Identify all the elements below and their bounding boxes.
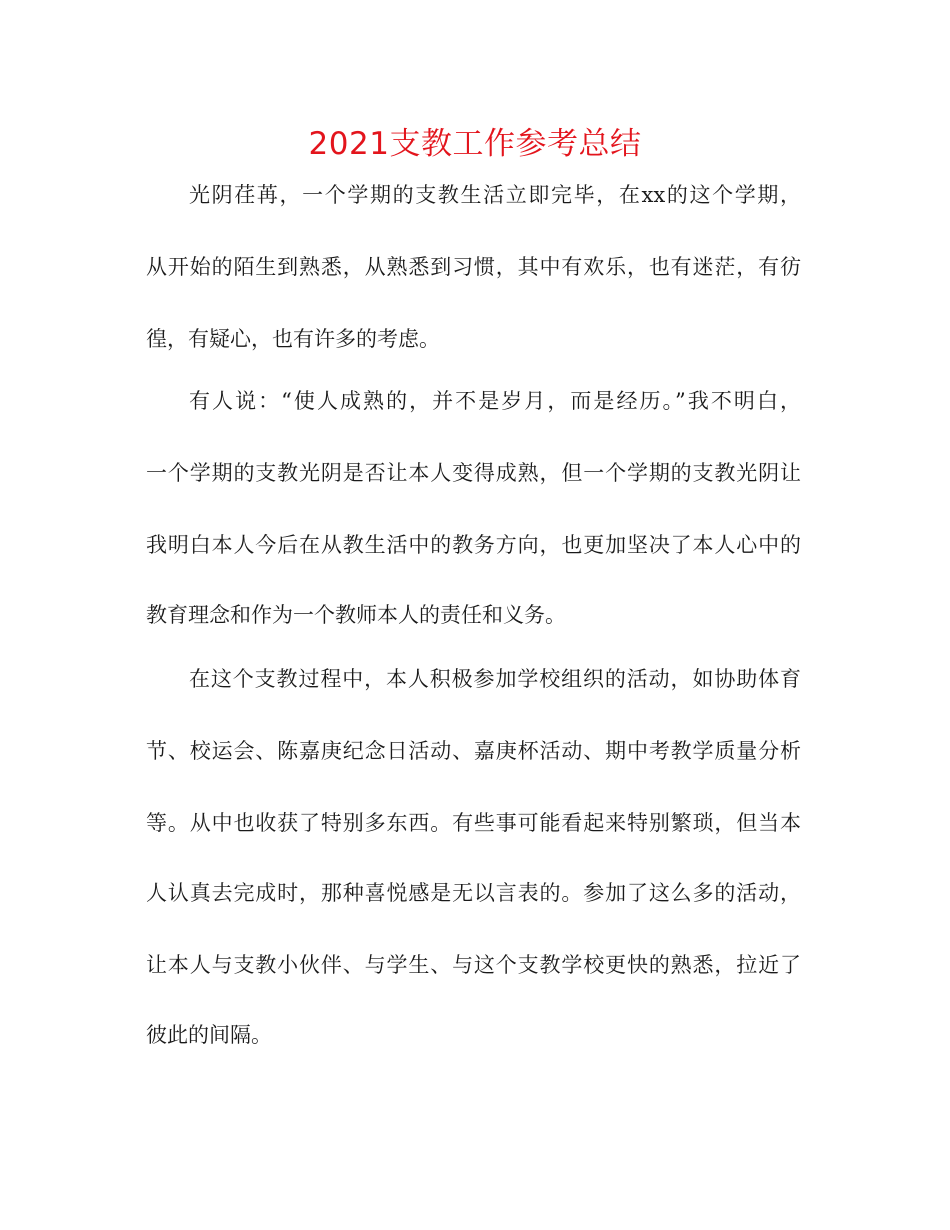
paragraph-2-line-1: 有人说：“使人成熟的，并不是岁月，而是经历。”我不明白， xyxy=(189,389,801,413)
paragraph-3-line-5: 让本人与支教小伙伴、与学生、与这个支教学校更快的熟悉，拉近了 xyxy=(146,953,801,977)
paragraph-3-line-3: 等。从中也收获了特别多东西。有些事可能看起来特别繁琐，但当本 xyxy=(146,811,801,835)
paragraph-1-line-1: 光阴荏苒，一个学期的支教生活立即完毕，在xx的这个学期， xyxy=(189,183,801,207)
paragraph-3-line-6: 彼此的间隔。 xyxy=(146,1023,272,1047)
paragraph-1-line-3: 徨，有疑心，也有许多的考虑。 xyxy=(146,327,440,351)
document-title: 2021支教工作参考总结 xyxy=(308,126,642,162)
paragraph-3-line-4: 人认真去完成时，那种喜悦感是无以言表的。参加了这么多的活动， xyxy=(146,881,801,905)
paragraph-2-line-2: 一个学期的支教光阴是否让本人变得成熟，但一个学期的支教光阴让 xyxy=(146,461,801,485)
paragraph-1-line-2: 从开始的陌生到熟悉，从熟悉到习惯，其中有欢乐，也有迷茫，有彷 xyxy=(146,255,801,279)
paragraph-3-line-2: 节、校运会、陈嘉庚纪念日活动、嘉庚杯活动、期中考教学质量分析 xyxy=(146,739,801,763)
paragraph-2-line-4: 教育理念和作为一个教师本人的责任和义务。 xyxy=(146,603,566,627)
paragraph-3-line-1: 在这个支教过程中，本人积极参加学校组织的活动，如协助体育 xyxy=(189,667,801,691)
paragraph-2-line-3: 我明白本人今后在从教生活中的教务方向，也更加坚决了本人心中的 xyxy=(146,533,801,557)
